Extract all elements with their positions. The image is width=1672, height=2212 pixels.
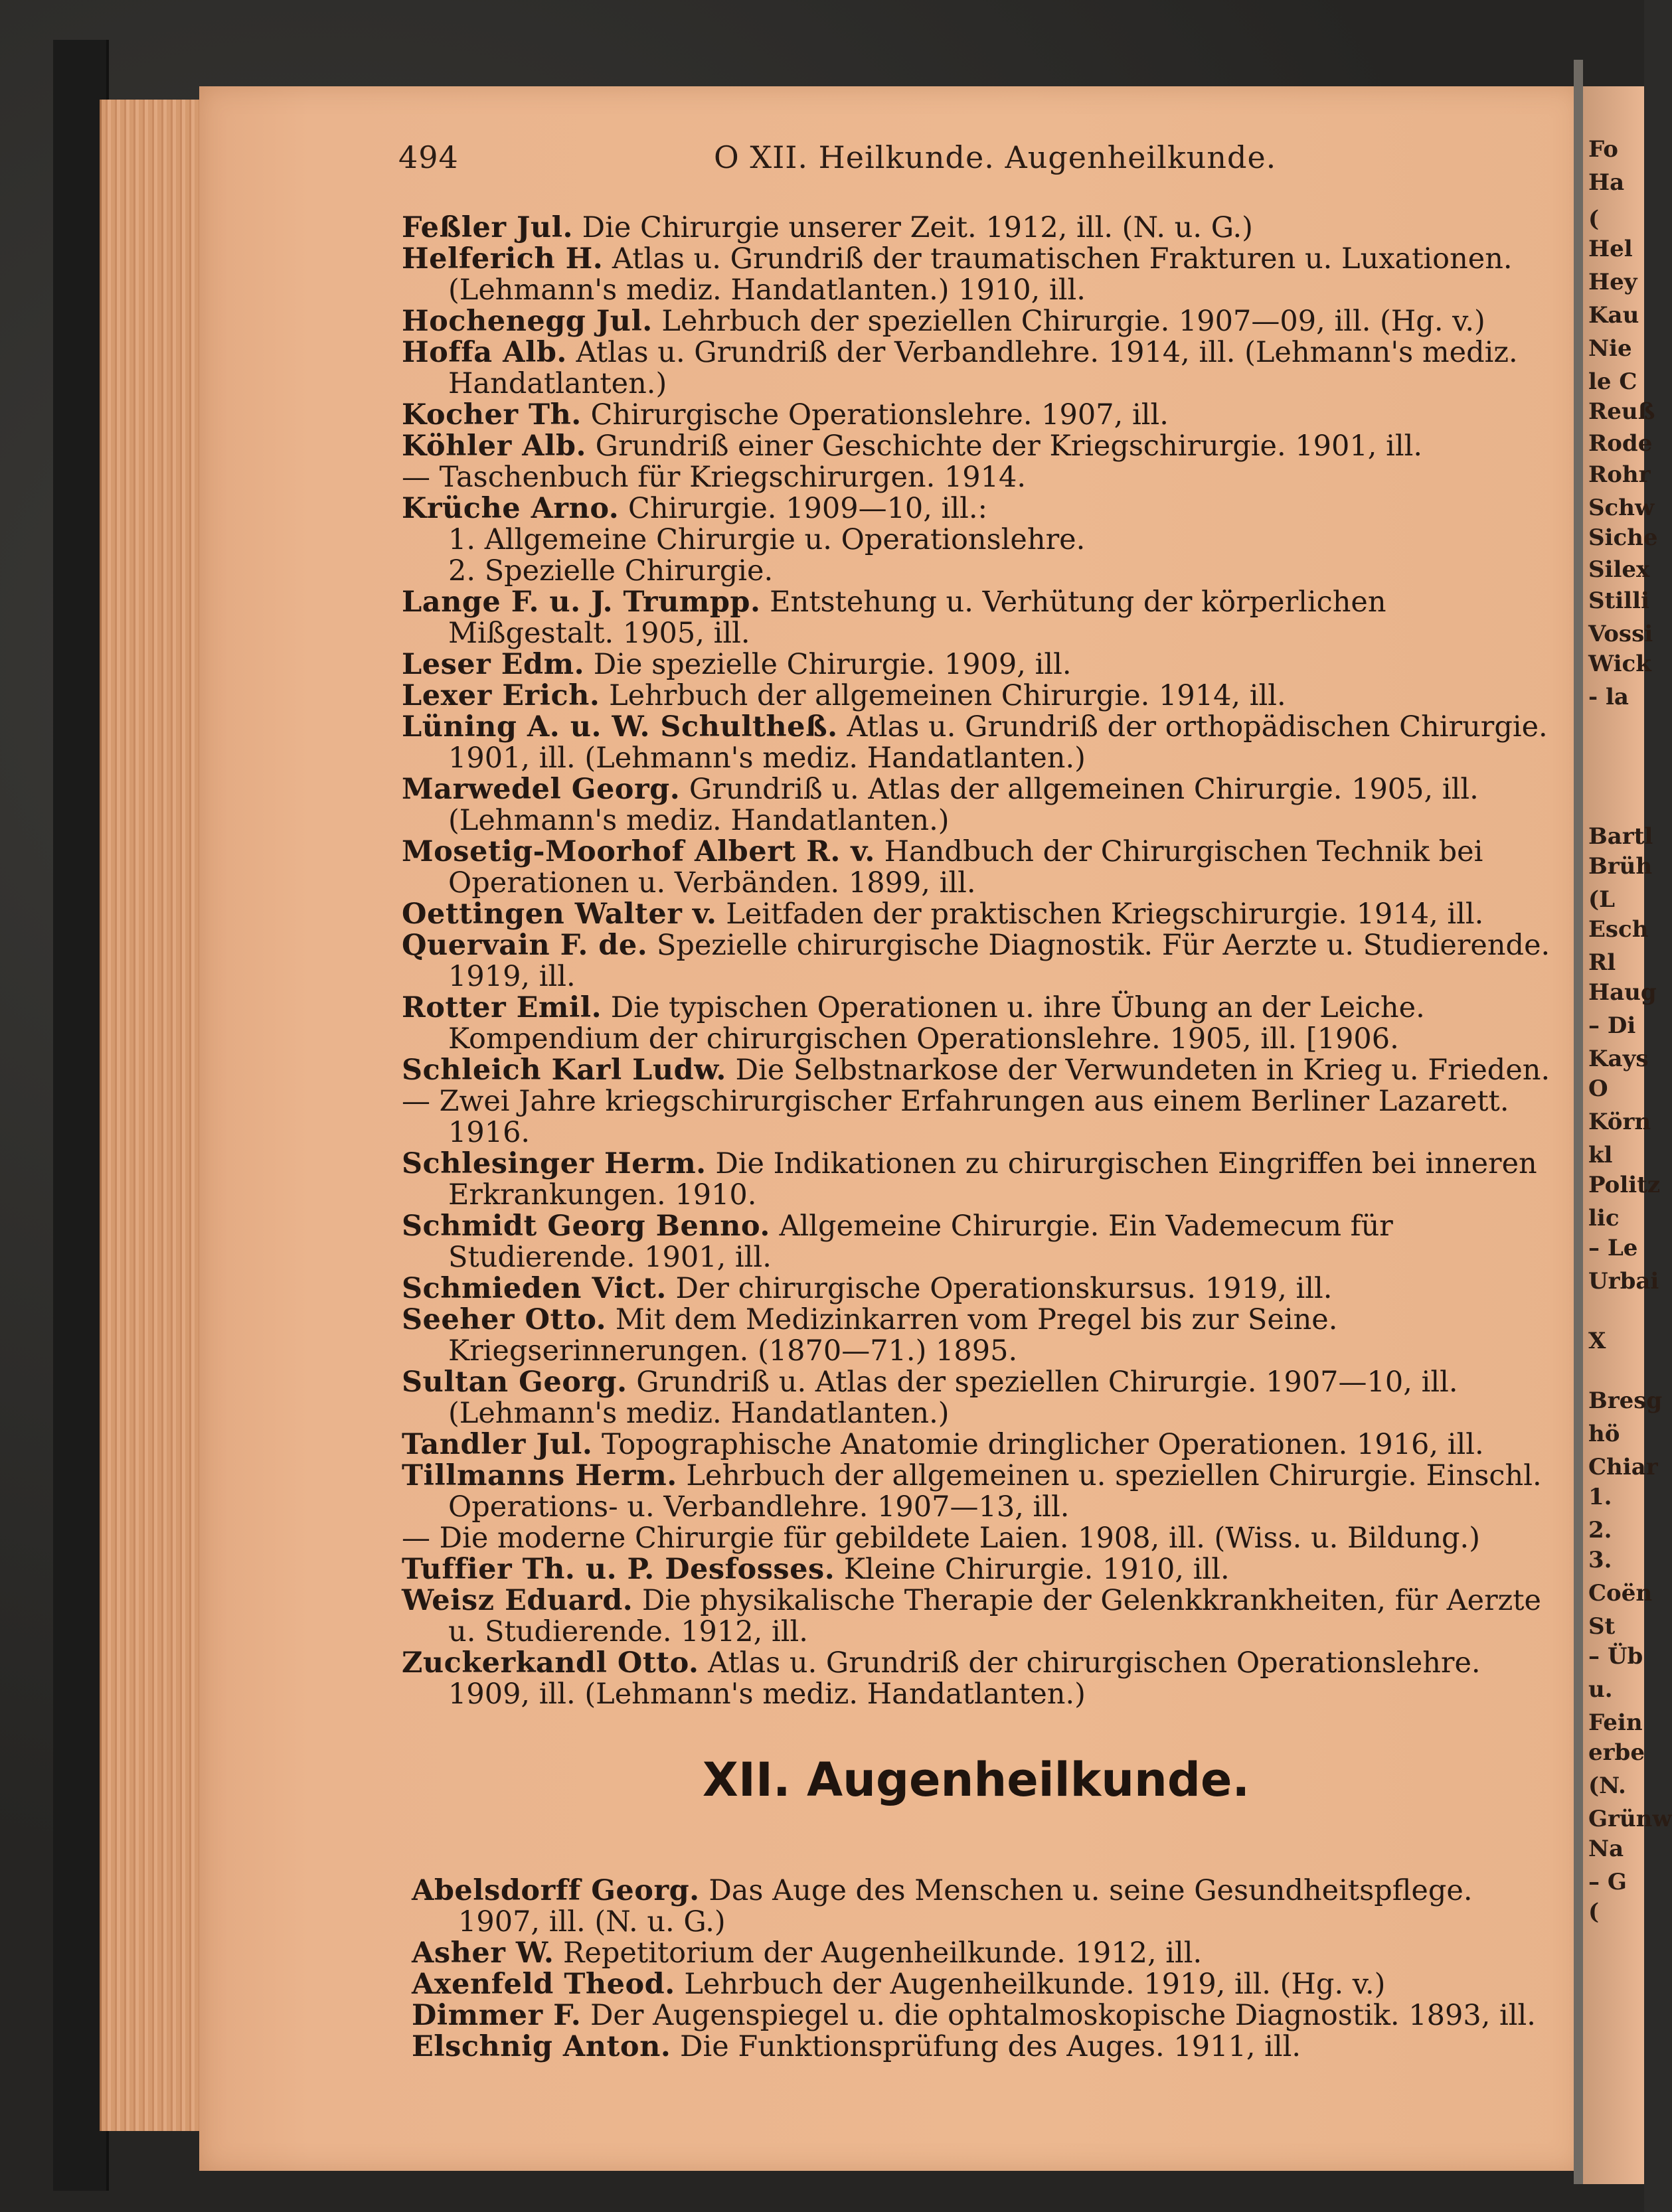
entry-text: Lehrbuch der Augenheilkunde. 1919, ill. (Hg. v.) bbox=[675, 1968, 1386, 2001]
entry-author: Lexer Erich. bbox=[402, 679, 600, 712]
entry-author: Rotter Emil. bbox=[402, 991, 602, 1024]
next-page-fragment: hö bbox=[1588, 1421, 1620, 1447]
bibliography-entry bbox=[402, 1523, 1557, 1554]
next-page-fragment: Hey bbox=[1588, 269, 1637, 295]
entry-author: Lüning A. u. W. Schultheß. bbox=[402, 710, 838, 744]
entry-author: Tillmanns Herm. bbox=[402, 1459, 677, 1492]
entry-author: Schmidt Georg Benno. bbox=[402, 1210, 770, 1243]
bibliography-entry bbox=[402, 1055, 1557, 1086]
entry-text: Die Selbstnarkose der Verwundeten in Krieg u. Frieden. bbox=[726, 1054, 1550, 1087]
entry-text: 2. Spezielle Chirurgie. bbox=[448, 554, 774, 588]
next-page-fragment: Körn bbox=[1588, 1109, 1651, 1135]
next-page-fragment: Esch bbox=[1588, 916, 1649, 943]
bibliography-entry bbox=[402, 306, 1557, 337]
bibliography-entry bbox=[402, 680, 1557, 712]
book-gutter bbox=[1574, 60, 1583, 2184]
entry-text: 1. Allgemeine Chirurgie u. Operationslehre. bbox=[448, 523, 1086, 556]
entry-author: Asher W. bbox=[412, 1936, 554, 1970]
entry-text: Grundriß u. Atlas der allgemeinen Chirurgie. 1905, ill. (Lehmann's mediz. Handatlanten.) bbox=[448, 773, 1479, 837]
next-page-fragment: O bbox=[1588, 1075, 1608, 1102]
entry-author: Mosetig-Moorhof Albert R. v. bbox=[402, 835, 875, 868]
entry-text: Das Auge des Menschen u. seine Gesundheitspflege. 1907, ill. (N. u. G.) bbox=[458, 1874, 1473, 1938]
next-page-fragment: Stilli bbox=[1588, 588, 1649, 614]
bibliography-entry bbox=[402, 431, 1557, 462]
entry-text: Handbuch der Chirurgischen Technik bei Operationen u. Verbänden. 1899, ill. bbox=[448, 835, 1483, 900]
entry-author: Kocher Th. bbox=[402, 398, 582, 432]
next-page-fragment: kl bbox=[1588, 1142, 1613, 1168]
next-page-fragment: – Üb bbox=[1588, 1643, 1643, 1670]
entry-text: Repetitorium der Augenheilkunde. 1912, ill. bbox=[554, 1936, 1203, 1970]
entry-text: — Taschenbuch für Kriegschirurgen. 1914. bbox=[402, 461, 1027, 494]
bibliography-entry bbox=[402, 930, 1557, 992]
next-page-fragment: Brüh bbox=[1588, 853, 1653, 880]
next-page-fragment: Wick bbox=[1588, 651, 1651, 677]
next-page-fragment: Ha bbox=[1588, 169, 1625, 196]
next-page-fragment: – G bbox=[1588, 1869, 1627, 1895]
next-page-edge bbox=[1583, 86, 1672, 2184]
entry-text: Spezielle chirurgische Diagnostik. Für Aerzte u. Studierende. 1919, ill. bbox=[448, 929, 1550, 993]
entry-author: Axenfeld Theod. bbox=[412, 1968, 675, 2001]
entry-text: Lehrbuch der speziellen Chirurgie. 1907—09, ill. (Hg. v.) bbox=[652, 305, 1485, 338]
bibliography-entry bbox=[402, 1086, 1557, 1148]
next-page-fragment: Nie bbox=[1588, 335, 1632, 362]
entry-text: Der Augenspiegel u. die ophtalmoskopische Diagnostik. 1893, ill. bbox=[581, 1999, 1536, 2032]
entry-text: Grundriß u. Atlas der speziellen Chirurgie. 1907—10, ill. (Lehmann's mediz. Handatlanten.) bbox=[448, 1366, 1458, 1430]
next-page-fragment: X bbox=[1588, 1328, 1606, 1354]
entry-text: Atlas u. Grundriß der traumatischen Frakturen u. Luxationen. (Lehmann's mediz. Handatlanten.) 1910, ill. bbox=[448, 242, 1513, 307]
next-page-fragment: – Di bbox=[1588, 1012, 1636, 1039]
entry-text: — Die moderne Chirurgie für gebildete Laien. 1908, ill. (Wiss. u. Bildung.) bbox=[402, 1522, 1481, 1555]
next-page-fragment: Siche bbox=[1588, 524, 1658, 551]
entry-text: Lehrbuch der allgemeinen Chirurgie. 1914, ill. bbox=[600, 679, 1286, 712]
next-page-fragment: Grünw bbox=[1588, 1806, 1672, 1832]
entry-text: Die Chirurgie unserer Zeit. 1912, ill. (N. u. G.) bbox=[572, 211, 1253, 244]
entry-author: Dimmer F. bbox=[412, 1999, 582, 2032]
bibliography-entry bbox=[402, 244, 1557, 306]
next-page-fragment: (N. bbox=[1588, 1773, 1626, 1799]
entry-author: Tuffier Th. u. P. Desfosses. bbox=[402, 1553, 835, 1586]
bibliography-entry bbox=[402, 1148, 1557, 1211]
next-page-fragment: Rohr bbox=[1588, 461, 1651, 488]
bibliography-entry bbox=[402, 836, 1557, 899]
entry-author: Hoffa Alb. bbox=[402, 336, 567, 369]
entry-text: Die Funktionsprüfung des Auges. 1911, ill. bbox=[671, 2030, 1301, 2063]
next-page-fragment: 1. bbox=[1588, 1484, 1612, 1510]
entry-text: Kleine Chirurgie. 1910, ill. bbox=[835, 1553, 1230, 1586]
next-page-fragment: lic bbox=[1588, 1205, 1620, 1231]
next-page-fragment: St bbox=[1588, 1613, 1616, 1640]
entry-author: Oettingen Walter v. bbox=[402, 898, 717, 931]
bibliography-entry bbox=[402, 1304, 1557, 1367]
page-header-title: O XII. Heilkunde. Augenheilkunde. bbox=[714, 139, 1277, 175]
next-page-fragment: Kau bbox=[1588, 302, 1639, 329]
entry-author: Krüche Arno. bbox=[402, 492, 620, 525]
next-page-fragment: Politz bbox=[1588, 1172, 1661, 1198]
bibliography-entry bbox=[402, 1554, 1557, 1585]
next-page-fragment: Haug bbox=[1588, 979, 1657, 1006]
next-page-fragment: Kays bbox=[1588, 1046, 1649, 1072]
next-page-fragment: Chiar bbox=[1588, 1454, 1658, 1480]
bibliography-entry bbox=[402, 493, 1557, 524]
section-heading: XII. Augenheilkunde. bbox=[702, 1753, 1250, 1807]
next-page-fragment: Na bbox=[1588, 1836, 1624, 1862]
entry-author: Weisz Eduard. bbox=[402, 1584, 633, 1617]
next-page-fragment: Fein bbox=[1588, 1709, 1643, 1736]
bibliography-entry bbox=[402, 556, 1557, 587]
next-page-fragment: (L bbox=[1588, 886, 1615, 913]
entry-author: Elschnig Anton. bbox=[412, 2030, 671, 2063]
section-bibliography-list bbox=[412, 1875, 1554, 2063]
entry-author: Leser Edm. bbox=[402, 648, 585, 681]
entry-author: Lange F. u. J. Trumpp. bbox=[402, 586, 761, 619]
entry-text: Allgemeine Chirurgie. Ein Vademecum für Studierende. 1901, ill. bbox=[448, 1210, 1393, 1274]
next-page-fragment: - la bbox=[1588, 684, 1629, 710]
entry-author: Marwedel Georg. bbox=[402, 773, 681, 806]
next-page-fragment: – Le bbox=[1588, 1235, 1638, 1261]
entry-author: Schmieden Vict. bbox=[402, 1272, 667, 1305]
bibliography-entry bbox=[402, 992, 1557, 1055]
next-page-fragment: Vossi bbox=[1588, 621, 1653, 647]
bibliography-entry bbox=[402, 774, 1557, 836]
bibliography-entry bbox=[402, 1367, 1557, 1429]
bibliography-entry bbox=[402, 587, 1557, 649]
page-number: 494 bbox=[398, 139, 459, 175]
bibliography-entry bbox=[402, 649, 1557, 680]
entry-text: Die physikalische Therapie der Gelenkkrankheiten, für Aerzte u. Studierende. 1912, ill. bbox=[448, 1584, 1542, 1648]
entry-author: Hochenegg Jul. bbox=[402, 305, 653, 338]
next-page-fragment: 2. bbox=[1588, 1517, 1612, 1543]
entry-text: Entstehung u. Verhütung der körperlichen Mißgestalt. 1905, ill. bbox=[448, 586, 1386, 650]
entry-author: Köhler Alb. bbox=[402, 430, 586, 463]
entry-author: Seeher Otto. bbox=[402, 1303, 607, 1336]
bibliography-entry bbox=[412, 2031, 1554, 2063]
next-page-fragment: 3. bbox=[1588, 1547, 1612, 1573]
next-page-fragment: Schw bbox=[1588, 495, 1655, 521]
bibliography-entry bbox=[402, 212, 1557, 244]
entry-text: Atlas u. Grundriß der orthopädischen Chirurgie. 1901, ill. (Lehmann's mediz. Handatlanten.) bbox=[448, 710, 1548, 775]
entry-author: Helferich H. bbox=[402, 242, 604, 276]
next-page-fragment: ( bbox=[1588, 206, 1600, 232]
entry-text: Lehrbuch der allgemeinen u. speziellen Chirurgie. Einschl. Operations- u. Verbandlehre. 1907—13, ill. bbox=[448, 1459, 1542, 1524]
entry-author: Schleich Karl Ludw. bbox=[402, 1054, 726, 1087]
entry-author: Schlesinger Herm. bbox=[402, 1147, 707, 1180]
entry-text: Leitfaden der praktischen Kriegschirurgie. 1914, ill. bbox=[716, 898, 1484, 931]
entry-text: Chirurgische Operationslehre. 1907, ill. bbox=[581, 398, 1169, 432]
bibliography-entry bbox=[402, 1211, 1557, 1273]
bibliography-entry bbox=[402, 462, 1557, 493]
next-page-fragment: Bartl bbox=[1588, 823, 1653, 850]
next-page-fragment: Urbai bbox=[1588, 1268, 1659, 1295]
bibliography-entry bbox=[402, 899, 1557, 930]
entry-author: Sultan Georg. bbox=[402, 1366, 627, 1399]
entry-text: Mit dem Medizinkarren vom Pregel bis zur Seine. Kriegserinnerungen. (1870—71.) 1895. bbox=[448, 1303, 1338, 1368]
next-page-fragment: erbe bbox=[1588, 1739, 1645, 1766]
entry-text: Die Indikationen zu chirurgischen Eingriffen bei inneren Erkrankungen. 1910. bbox=[448, 1147, 1537, 1212]
entry-text: — Zwei Jahre kriegschirurgischer Erfahrungen aus einem Berliner Lazarett. 1916. bbox=[402, 1085, 1509, 1149]
bibliography-entry bbox=[402, 524, 1557, 556]
entry-author: Feßler Jul. bbox=[402, 211, 573, 244]
bibliography-entry bbox=[402, 1429, 1557, 1461]
entry-author: Zuckerkandl Otto. bbox=[402, 1646, 699, 1680]
bibliography-entry bbox=[412, 2000, 1554, 2031]
next-page-fragment: Silex bbox=[1588, 556, 1650, 583]
entry-text: Atlas u. Grundriß der Verbandlehre. 1914, ill. (Lehmann's mediz. Handatlanten.) bbox=[448, 336, 1518, 400]
entry-author: Tandler Jul. bbox=[402, 1428, 593, 1461]
bibliography-entry bbox=[412, 1875, 1554, 1938]
bibliography-entry bbox=[402, 712, 1557, 774]
bibliography-entry bbox=[412, 1969, 1554, 2000]
entry-text: Grundriß einer Geschichte der Kriegschirurgie. 1901, ill. bbox=[586, 430, 1423, 463]
entry-text: Die spezielle Chirurgie. 1909, ill. bbox=[584, 648, 1072, 681]
next-page-fragment: Reuß bbox=[1588, 398, 1655, 425]
bibliography-entry bbox=[412, 1938, 1554, 1969]
entry-text: Atlas u. Grundriß der chirurgischen Operationslehre. 1909, ill. (Lehmann's mediz. Handatlanten.) bbox=[448, 1646, 1481, 1711]
entry-author: Quervain F. de. bbox=[402, 929, 648, 962]
bibliography-entry bbox=[402, 1273, 1557, 1304]
next-page-fragment: Rl bbox=[1588, 949, 1616, 976]
next-page-fragment: Bresg bbox=[1588, 1387, 1663, 1414]
bibliography-entry bbox=[402, 337, 1557, 400]
entry-author: Abelsdorff Georg. bbox=[412, 1874, 700, 1907]
bibliography-entry bbox=[402, 1585, 1557, 1648]
next-page-fragment: u. bbox=[1588, 1676, 1613, 1703]
next-page-fragment: Rode bbox=[1588, 430, 1653, 457]
next-page-fragment: ( bbox=[1588, 1899, 1600, 1925]
bibliography-entry bbox=[402, 1461, 1557, 1523]
next-page-fragment: Coën bbox=[1588, 1580, 1653, 1607]
bibliography-entry bbox=[402, 400, 1557, 431]
bibliography-entry bbox=[402, 1648, 1557, 1710]
next-page-fragment: Hel bbox=[1588, 236, 1633, 262]
bibliography-list bbox=[402, 212, 1557, 1710]
next-page-fragment: le C bbox=[1588, 368, 1637, 395]
entry-text: Die typischen Operationen u. ihre Übung an der Leiche. Kompendium der chirurgischen Operationslehre. 1905, ill. [1906. bbox=[448, 991, 1425, 1056]
entry-text: Chirurgie. 1909—10, ill.: bbox=[619, 492, 988, 525]
next-page-fragment: Fo bbox=[1588, 136, 1618, 163]
entry-text: Topographische Anatomie dringlicher Operationen. 1916, ill. bbox=[592, 1428, 1484, 1461]
entry-text: Der chirurgische Operationskursus. 1919, ill. bbox=[666, 1272, 1333, 1305]
